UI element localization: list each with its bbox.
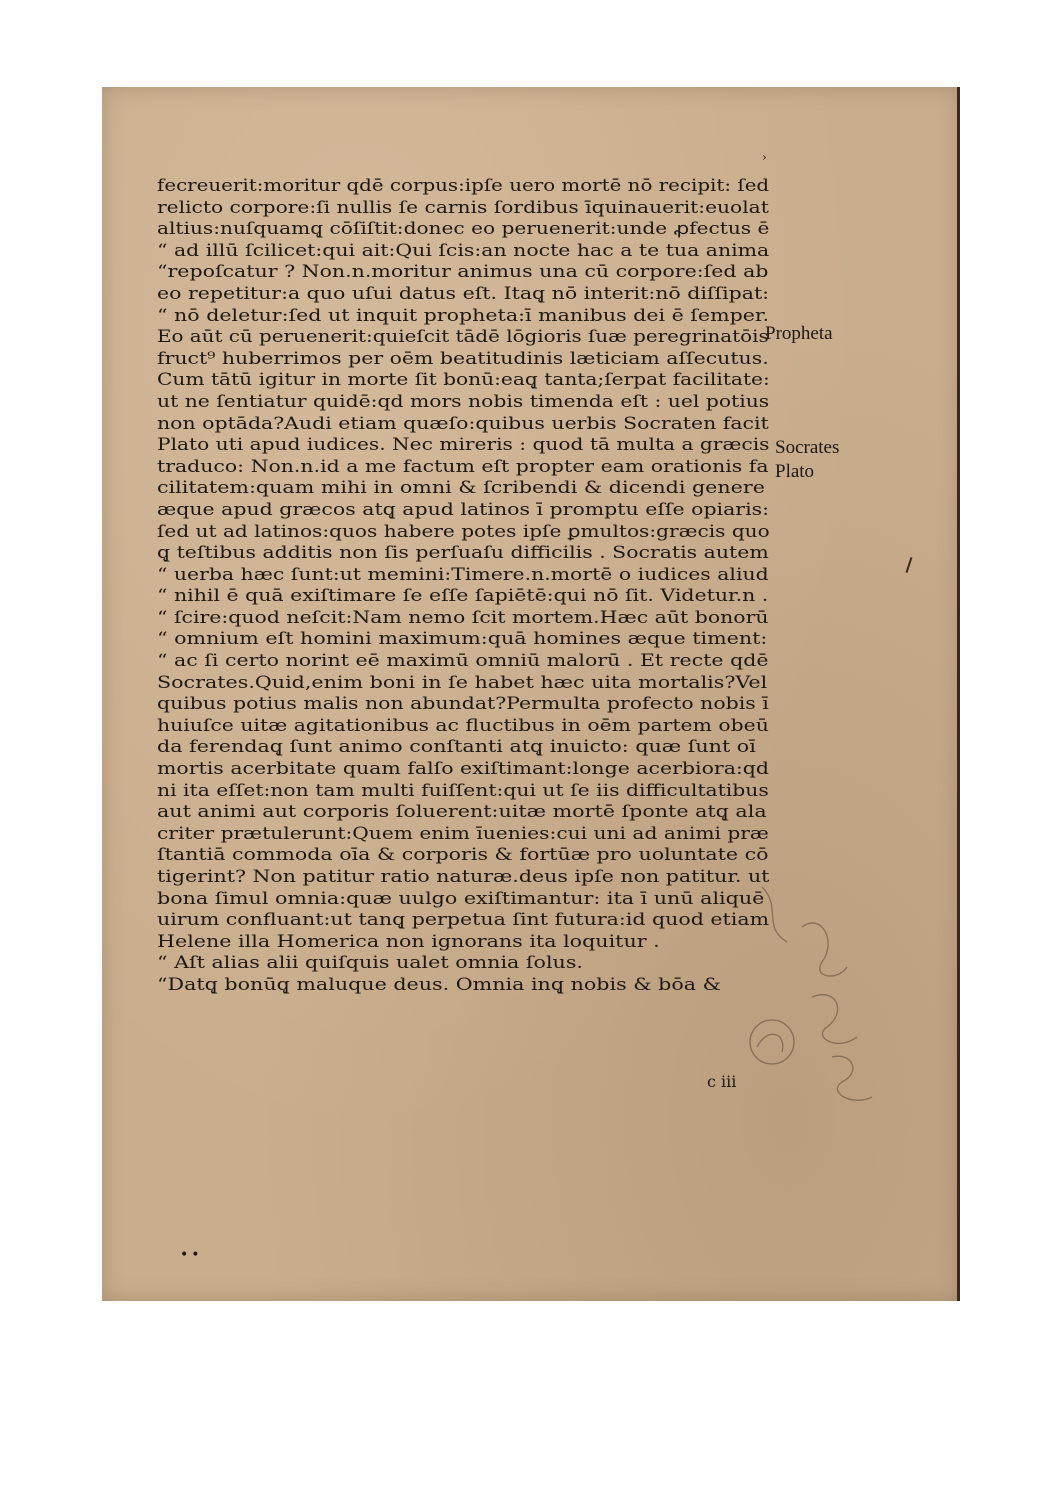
- text-line: “ Aſt alias alii quiſquis ualet omnia ſolus.: [157, 953, 583, 973]
- text-line: traduco: Non.n.id a me factum eſt propter eam orationis fa: [157, 456, 769, 476]
- margin-note-socrates: Socrates: [775, 437, 840, 458]
- text-line: fruct⁹ huberrimos per oēm beatitudinis læticiam aſſecutus.: [157, 348, 769, 368]
- text-line: cilitatem:quam mihi in omni & ſcribendi & dicendi genere: [157, 478, 765, 498]
- page-edge-shadow: [957, 87, 960, 1301]
- text-line: Helene illa Homerica non ignorans ita loquitur .: [157, 931, 660, 951]
- text-line: relicto corpore:ſi nullis ſe carnis ſordibus īquinauerit:euolat: [157, 197, 769, 217]
- text-line: aut animi aut corporis ſoluerent:uitæ mortē ſponte atq̨ ala: [157, 802, 767, 822]
- text-line: ni ita eſſet:non tam multi fuiſſent:qui ut ſe iis difficultatibus: [157, 780, 769, 800]
- text-line: da ferendaq̨ ſunt animo conſtanti atq̨ inuicto: quæ ſunt oī: [157, 737, 756, 757]
- text-line: eo repetitur:a quo uſui datus eſt. Itaq̨ nō interit:nō diſſipat:: [157, 283, 770, 303]
- text-line: ut ne ſentiatur quidē:qd mors nobis timenda eſt : uel potius: [157, 391, 770, 411]
- folio-signature: c iii: [707, 1072, 737, 1091]
- text-line: ſtantiā commoda oīa & corporis & fortūæ pro uoluntate cō: [157, 845, 769, 865]
- ownership-stamp: [742, 867, 892, 1127]
- text-line: æque apud græcos atq̨ apud latinos ī promptu eſſe opiaris:: [157, 499, 770, 519]
- text-line: “ ac ſi certo norint eē maximū omniū malorū . Et recte qdē: [157, 651, 769, 671]
- text-line: tigerint? Non patitur ratio naturæ.deus ipſe non patitur. ut: [157, 867, 770, 886]
- text-line: bona ſimul omnia:quæ uulgo exiſtimantur: ita ī unū aliquē: [157, 888, 765, 908]
- text-line: mortis acerbitate quam falſo exiſtimant:longe acerbiora:qd: [157, 759, 770, 779]
- margin-note-plato: Plato: [775, 461, 815, 482]
- ink-dots: ••: [180, 1247, 203, 1263]
- text-line: criter prætulerunt:Quem enim īuenies:cui uni ad animi præ: [157, 823, 769, 843]
- ink-mark: ›: [762, 150, 767, 164]
- text-line: “ ſcire:quod neſcit:Nam nemo ſcit mortem.Hæc aūt bonorū: [157, 607, 769, 627]
- text-line: ſed ut ad latinos:quos habere potes ipſe ꝑmultos:græcis quo: [157, 521, 770, 541]
- text-line: “ nihil ē quā exiſtimare ſe eſſe ſapiētē:qui nō ſit. Videtur.n .: [157, 586, 769, 606]
- text-line: “ uerba hæc ſunt:ut memini:Timere.n.mortē o iudices aliud: [157, 564, 769, 584]
- text-line: Plato uti apud iudices. Nec mireris : quod tā multa a græcis: [157, 435, 770, 455]
- text-line: huiuſce uitæ agitationibus ac fluctibus in oēm partem obeū: [157, 715, 769, 735]
- text-line: Cum tātū igitur in morte ſit bonū:eaq̨ tanta;ſerpat facilitate:: [157, 370, 770, 390]
- text-line: “ nō deletur:ſed ut inquit propheta:ī manibus dei ē ſemper.: [157, 305, 770, 325]
- text-line: uirum confluant:ut tanq̨ perpetua ſint futura:id quod etiam: [157, 910, 770, 930]
- text-line: quibus potius malis non abundat?Permulta profecto nobis ī: [157, 694, 769, 714]
- text-line: “ omnium eſt homini maximum:quā homines æque timent:: [157, 629, 768, 649]
- margin-note-propheta: Propheta: [765, 323, 833, 344]
- text-line: Socrates.Quid,enim boni in ſe habet hæc uita mortalis?Vel: [157, 672, 768, 692]
- scanned-page: [102, 87, 960, 1301]
- text-line: “ ad illū ſcilicet:qui ait:Qui ſcis:an nocte hac a te tua anima: [157, 240, 770, 260]
- text-line: “repoſcatur ? Non.n.moritur animus una cū corpore:ſed ab: [157, 262, 769, 282]
- text-line: fecreuerit:moritur qdē corpus:ipſe uero mortē nō recipit: ſed: [157, 176, 770, 195]
- text-line: Eo aūt cū peruenerit:quieſcit tādē lōgioris ſuæ peregrinatōis: [157, 327, 769, 347]
- text-line: altius:nuſquamq̨ cōſiſtit:donec eo peruenerit:unde ꝓfectus ē: [157, 219, 770, 239]
- text-line: non optāda?Audi etiam quæſo:quibus uerbis Socraten facit: [157, 413, 769, 433]
- text-line: “Datq̨ bonūq̨ maluque deus. Omnia inq̨ nobis & bōa &: [157, 974, 721, 994]
- body-text: [157, 175, 769, 996]
- text-line: q̨ teſtibus additis non ſis perſuaſu difficilis . Socratis autem: [157, 543, 769, 563]
